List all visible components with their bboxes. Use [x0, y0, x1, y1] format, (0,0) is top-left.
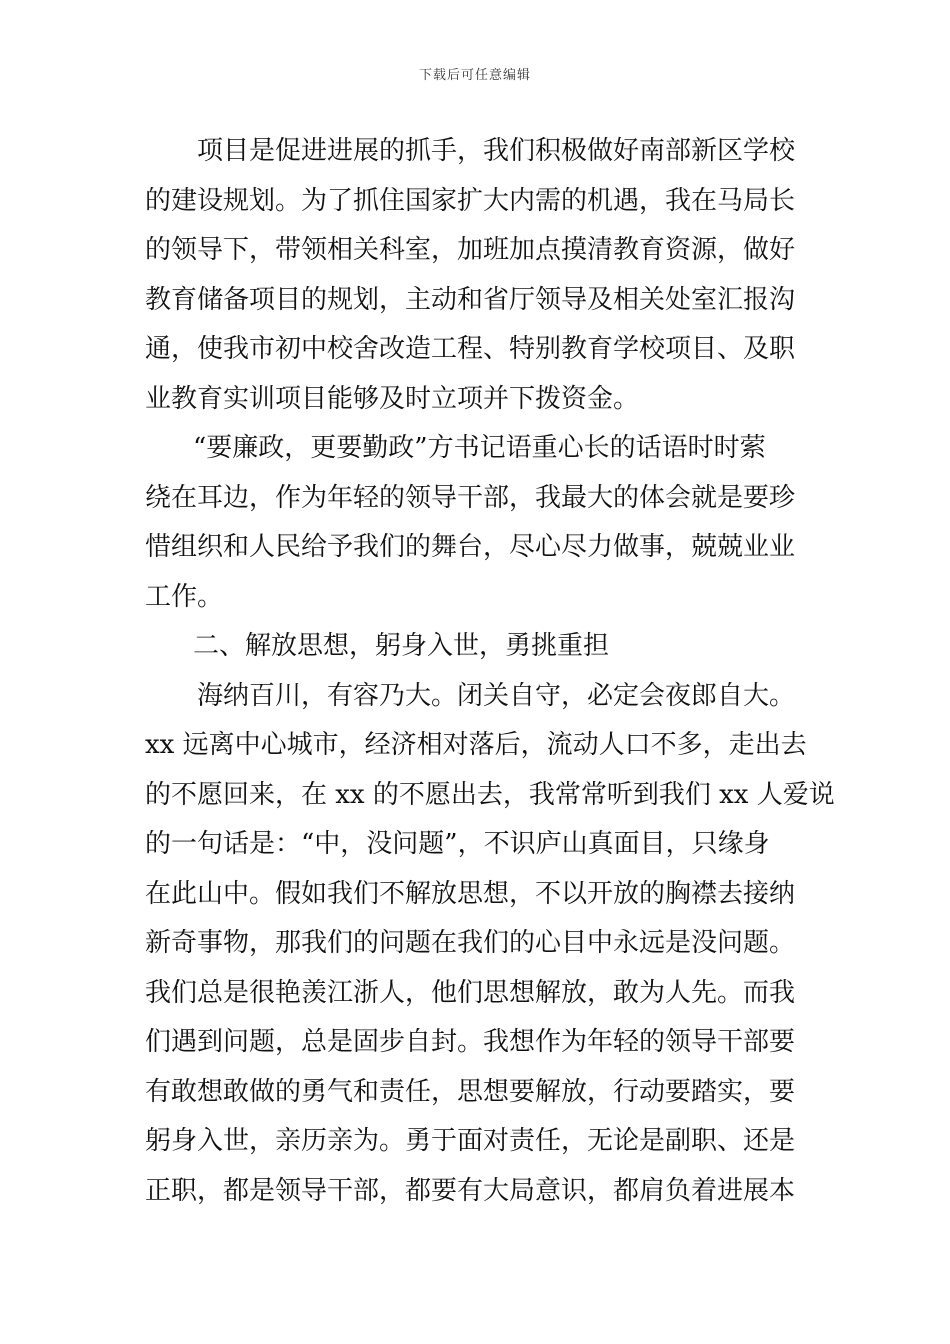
text-line: 正职，都是领导干部，都要有大局意识，都肩负着进展本: [145, 1175, 796, 1206]
paragraph-1: [145, 127, 815, 424]
text-line: 业教育实训项目能够及时立项并下拨资金。: [145, 383, 640, 414]
text-line: 在此山中。假如我们不解放思想，不以开放的胸襟去接纳: [145, 878, 796, 909]
text-line: 教育储备项目的规划，主动和省厅领导及相关处室汇报沟: [145, 284, 796, 315]
text-line: 有敢想敢做的勇气和责任，思想要解放，行动要踏实，要: [145, 1076, 796, 1107]
text-line: 躬身入世，亲历亲为。勇于面对责任，无论是副职、还是: [145, 1126, 796, 1156]
text-line: 通，使我市初中校舍改造工程、特别教育学校项目、及职: [145, 334, 796, 364]
text-line: 惜组织和人民给予我们的舞台，尽心尽力做事，兢兢业业: [145, 532, 796, 562]
text-line: 的建设规划。为了抓住国家扩大内需的机遇，我在马局长: [145, 185, 796, 216]
text-line: 的一句话是：“中，没问题”，不识庐山真面目，只缘身: [145, 829, 770, 859]
text-line: 绕在耳边，作为年轻的领导干部，我最大的体会就是要珍: [145, 482, 796, 513]
heading-text: 二、解放思想，躬身入世，勇挑重担: [193, 631, 610, 661]
text-line: “要廉政，更要勤政”方书记语重心长的话语时时萦: [193, 433, 766, 463]
text-line: 我们总是很艳羡江浙人，他们思想解放，敢为人先。而我: [145, 977, 796, 1008]
text-line: 新奇事物，那我们的问题在我们的心目中永远是没问题。: [145, 928, 796, 958]
text-line: 项目是促进进展的抓手，我们积极做好南部新区学校: [197, 136, 796, 166]
text-line: 海纳百川，有容乃大。闭关自守，必定会夜郎自大。: [197, 680, 796, 711]
text-line: 的不愿回来，在 xx 的不愿出去，我常常听到我们 xx 人爱说: [145, 779, 835, 810]
text-line: 的领导下，带领相关科室，加班加点摸清教育资源，做好: [145, 235, 796, 265]
text-line: 工作。: [145, 581, 224, 612]
text-line: xx 远离中心城市，经济相对落后，流动人口不多，走出去: [145, 730, 807, 760]
document-body: [145, 127, 835, 1216]
paragraph-2: [145, 424, 815, 622]
paragraph-3: [145, 672, 835, 1217]
section-heading: [145, 622, 815, 672]
page-header-note: 下载后可任意编辑: [418, 68, 531, 83]
text-line: 们遇到问题，总是固步自封。我想作为年轻的领导干部要: [145, 1027, 796, 1057]
